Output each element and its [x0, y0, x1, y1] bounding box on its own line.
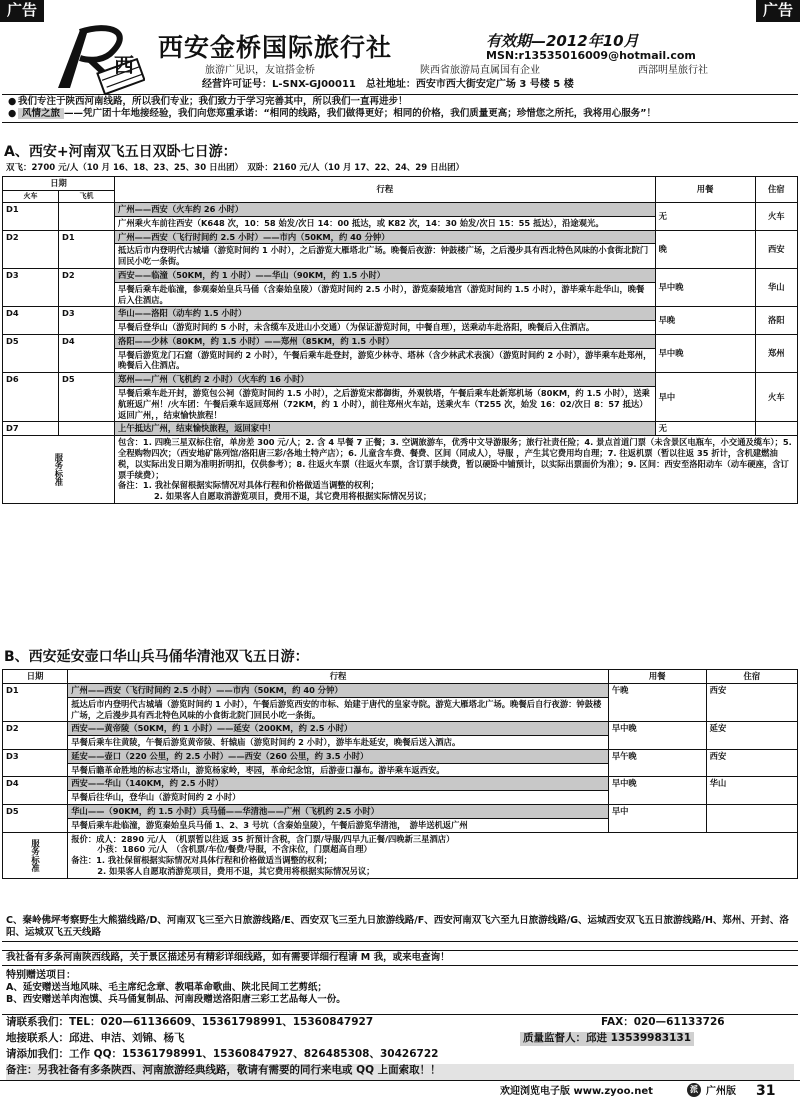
- route-title: 华山——洛阳（动车约 1.5 小时）: [115, 307, 656, 321]
- day-train: D1: [3, 203, 59, 231]
- stay: 郑州: [755, 334, 797, 372]
- day-plane: D1: [59, 230, 115, 268]
- col-date: 日期: [3, 177, 115, 191]
- section-a-title: A、西安+河南双飞五日双卧七日游：: [4, 144, 237, 160]
- route-title: 郑州——广州（飞机约 2 小时）（火车约 16 小时）: [115, 373, 656, 387]
- footer-site[interactable]: 欢迎浏览电子版 www.zyoo.net: [500, 1086, 653, 1097]
- route-desc: 早餐后乘车赴临潼，游览秦始皇兵马俑 1、2、3 号坑（含秦始皇陵），午餐后游览华清池， 游毕送机返广州: [68, 818, 609, 832]
- itinerary-row: [3, 373, 798, 387]
- col-itinerary: 行程: [115, 177, 656, 203]
- service-3: 备注：1. 我社保留根据实际情况对具体行程和价格做适当调整的权利；: [71, 855, 332, 866]
- itinerary-row: [3, 307, 798, 321]
- itinerary-table-a: [2, 176, 798, 504]
- gift-b: B、西安赠送羊肉泡馍、兵马俑复制品、河南段赠送洛阳唐三彩工艺品每人一份。: [6, 994, 346, 1006]
- special-gifts: [2, 968, 798, 1008]
- section-b-title: B、西安延安壶口华山兵马俑华清池双飞五日游：: [4, 649, 309, 665]
- meal: 午晚: [608, 683, 706, 721]
- col-meal: 用餐: [655, 177, 755, 203]
- route-desc: 抵达后市内登明代古城墙（游览时间约 1 小时），之后游览大雁塔北广场。晚餐后夜游：钟鼓楼广场，之后漫步具有西北特色风味的小食街北院门回民小吃一条街。: [115, 244, 656, 269]
- meal: 无: [655, 422, 755, 436]
- logo-glyph: 西: [114, 53, 134, 77]
- route-title: 西安——华山（140KM，约 2.5 小时）: [68, 777, 609, 791]
- contact-note: 另我社备有多条陕西、河南旅游经典线路，敬请有需要的同行来电或 QQ 上面索取！！: [37, 1064, 441, 1076]
- day-train: D2: [3, 230, 59, 268]
- route-desc: 早餐后登华山（游览时间约 5 小时，未含缆车及进山小交通）（为保证游览时间，中餐自理），送乘动车赴洛阳，晚餐后入住酒店。: [115, 321, 656, 335]
- col-train: 火车: [3, 191, 59, 203]
- ad-label-left: 广告: [0, 0, 44, 22]
- remark-2: 2. 如果客人自愿取消游览项目，费用不退，其它费用将根据实际情况另议；: [154, 491, 432, 502]
- contact-persons: 邱进、申洁、刘锦、杨飞: [69, 1032, 185, 1044]
- ad-label-right: 广告: [756, 0, 800, 22]
- intro-line2: ——凭广团十年地接经验，我们向您郑重承诺：“相同的线路，我们做得更好；相同的价格，我们质量更高；珍惜您之所托，我将用心服务”！: [64, 108, 657, 120]
- meal: 早中晚: [608, 777, 706, 805]
- brand-name: 西部明星旅行社: [638, 65, 708, 76]
- section-a: [2, 143, 798, 504]
- service-text: [115, 436, 798, 504]
- itinerary-row: [3, 805, 798, 819]
- itinerary-row: [3, 269, 798, 283]
- other-routes: C、秦岭佛坪考察野生大熊猫线路/D、河南双飞三至六日旅游线路/E、西安双飞三至九日旅游线路/F、西安河南双飞六至九日旅游线路/G、运城西安双飞五日旅游线路/H、郑州、开封、洛阳、运城双飞五天线路: [2, 914, 798, 942]
- meal: 早晚: [655, 307, 755, 335]
- meal: 早中: [608, 805, 706, 833]
- service-label: 服务标准: [3, 832, 68, 878]
- day: D5: [3, 805, 68, 833]
- day: D3: [3, 749, 68, 777]
- badge-icon: 派: [687, 1083, 701, 1097]
- day-plane: [59, 422, 115, 436]
- tel-numbers[interactable]: TEL：020—61136609、15361798991、15360847927: [69, 1016, 374, 1028]
- itinerary-row: [3, 749, 798, 763]
- day: D2: [3, 722, 68, 750]
- slogan: 旅游广见识，友谊搭金桥: [205, 65, 315, 76]
- section-a-price: 双飞：2700 元/人（10 月 16、18、23、25、30 日出团） 双卧：2160 元/人（10 月 17、22、24、29 日出团）: [6, 163, 465, 174]
- day-train: D5: [3, 334, 59, 372]
- state-enterprise: 陕西省旅游局直属国有企业: [420, 65, 540, 76]
- service-row: [3, 832, 798, 878]
- qq-numbers[interactable]: 工作 QQ：15361798991、15360847927、826485308、30426722: [69, 1048, 439, 1060]
- stay: [706, 805, 797, 833]
- route-desc: 抵达后市内登明代古城墙（游览时间约 1 小时），午餐后游览西安的市标、始建于唐代的皇家寺院。游览大雁塔北广场。晚餐后自行夜游：钟鼓楼广场，之后漫步具有西北特色风味的小食街北院门回民小吃一条街。: [68, 697, 609, 722]
- service-label: 服务标准: [3, 436, 115, 504]
- day-train: D7: [3, 422, 59, 436]
- stay: 延安: [706, 722, 797, 750]
- intro: [2, 94, 798, 123]
- header: [0, 18, 800, 96]
- itinerary-row: [3, 777, 798, 791]
- stay: 华山: [755, 269, 797, 307]
- itinerary-row: [3, 683, 798, 697]
- route-desc: 早餐后瞻革命胜地的标志宝塔山，游览杨家岭，枣园，革命纪念馆，后游壶口瀑布。游毕乘车返西安。: [68, 763, 609, 777]
- itinerary-row: [3, 422, 798, 436]
- gift-a: A、延安赠送当地风味、毛主席纪念章、教唱革命歌曲、陕北民间工艺剪纸；: [6, 982, 327, 993]
- license-address: 经营许可证号：L-SNX-GJ00011 总社地址：西安市西大街安定广场 3 号楼 5 楼: [202, 79, 574, 90]
- itinerary-row: [3, 230, 798, 244]
- itinerary-row: [3, 722, 798, 736]
- col-date: 日期: [3, 670, 68, 684]
- route-title: 洛阳——少林（80KM，约 1.5 小时）——郑州（85KM，约 1.5 小时）: [115, 334, 656, 348]
- remark-1: 备注：1. 我社保留根据实际情况对具体行程和价格做适当调整的权利；: [118, 480, 379, 491]
- meal: 早中晚: [655, 269, 755, 307]
- day-plane: [59, 203, 115, 231]
- fax-number[interactable]: FAX：020—61133726: [601, 1016, 725, 1028]
- meal: 早中: [655, 373, 755, 422]
- route-desc: 广州乘火车前往西安（K648 次，10：58 始发/次日 14：00 抵达，或 K82 次，14：30 始发/次日 15：55 抵达），沿途观光。: [115, 216, 656, 230]
- footer-edition: 广州版: [706, 1086, 736, 1097]
- day-train: D4: [3, 307, 59, 335]
- intro-line1: 我们专注于陕西河南线路，所以我们专业；我们致力于学习完善其中，所以我们一直再进步！: [18, 96, 408, 107]
- day-plane: D5: [59, 373, 115, 422]
- route-title: 广州——西安（火车约 26 小时）: [115, 203, 656, 217]
- col-stay: 住宿: [755, 177, 797, 203]
- day: D1: [3, 683, 68, 721]
- route-desc: 早餐后乘车赴开封，游览包公祠（游览时间约 1.5 小时），之后游览宋都御街，外观铁塔，午餐后乘车赴新郑机场（80KM，约 1.5 小时），送乘航班返广州！/火车团：午餐后乘车返回郑州（72KM，约 1 小时），前往郑州火车站，送乘火车（T255 次，始发 16：02/次日 8：57 抵达）返回广州，，结束愉快旅程！: [115, 387, 656, 422]
- stay: [755, 422, 797, 436]
- contact-note-label: 备注：: [6, 1064, 38, 1076]
- route-title: 华山——（90KM，约 1.5 小时）兵马俑——华清池——广州（飞机约 2.5 小时）: [68, 805, 609, 819]
- service-1: 报价：成人：2890 元/人 （机票暂以往返 35 折预计含税，含门票/导服/四早九正餐/四晚新三星酒店）: [71, 833, 455, 844]
- validity: 有效期—2012年10月: [486, 32, 639, 50]
- bullet-icon: ●: [8, 108, 17, 120]
- page-number: 31: [756, 1083, 776, 1099]
- meal: 早午晚: [608, 749, 706, 777]
- route-title: 西安——黄帝陵（50KM，约 1 小时）——延安（200KM，约 2.5 小时）: [68, 722, 609, 736]
- itinerary-table-b: [2, 669, 798, 879]
- route-title: 延安——壶口（220 公里，约 2.5 小时）——西安（260 公里，约 3.5 小时）: [68, 749, 609, 763]
- stay: 西安: [706, 749, 797, 777]
- agency-title: 西安金桥国际旅行社: [158, 33, 393, 62]
- day-plane: D3: [59, 307, 115, 335]
- service-4: 2. 如果客人自愿取消游览项目，费用不退，其它费用将根据实际情况另议；: [97, 865, 375, 876]
- intro-tag: 风情之旅: [18, 108, 64, 119]
- route-desc: 早餐后往华山，登华山（游览时间约 2 小时）: [68, 791, 609, 805]
- day-train: D6: [3, 373, 59, 422]
- day-train: D3: [3, 269, 59, 307]
- service-2: 小孩：1860 元/人 （含机票/车位/餐费/导服，不含床位，门票超高自理）: [97, 844, 372, 855]
- meal: 晚: [655, 230, 755, 268]
- route-desc: 早餐后游览龙门石窟（游览时间约 2 小时），午餐后乘车赴登封，游览少林寺、塔林（含少林武术表演）（游览时间约 2 小时），游毕乘车赴郑州，晚餐后入住酒店。: [115, 348, 656, 373]
- stay: 火车: [755, 203, 797, 231]
- service-row: [3, 436, 798, 504]
- footer: [0, 1080, 800, 1100]
- gift-title: 特别赠送项目：: [6, 970, 76, 981]
- stay: 西安: [706, 683, 797, 721]
- meal: 早中晚: [655, 334, 755, 372]
- service-body: 包含：1. 四晚三星双标住宿，单房差 300 元/人；2. 含 4 早餐 7 正餐；3. 空调旅游车，优秀中文导游服务；旅行社责任险；4. 景点首道门票（未含景区电瓶车，小交通及缆车）；5. 全程购物四次；（西安地矿陈列馆/洛阳唐三彩/各地土特产店）；6. 儿童含车费、餐费、区间（同成人），导服 ，产生其它费用均自理；7. 往返机票（暂以往返 35 折计，含机建燃油税，以实际出发日期为准明折明扣，仅供参考）；8. 往返火车票（往返火车票，含订票手续费，暂以硬卧中铺预计，以实际出票面价为准）；9. 区间：西安至洛阳动车（动车硬座，含订票手续费）；: [118, 437, 792, 480]
- route-title: 广州——西安（飞行时间约 2.5 小时）——市内（50KM，约 40 分钟）: [68, 683, 609, 697]
- stay: 华山: [706, 777, 797, 805]
- itinerary-row: [3, 334, 798, 348]
- day-plane: D4: [59, 334, 115, 372]
- route-desc: 早餐后乘车赴临潼，参观秦始皇兵马俑（含秦始皇陵）（游览时间约 2.5 小时），游览秦陵地宫（游览时间约 1.5 小时），游毕乘车赴华山，晚餐后入住酒店。: [115, 282, 656, 307]
- col-stay: 住宿: [706, 670, 797, 684]
- person-label: 地接联系人：: [6, 1032, 69, 1044]
- agency-logo-icon: [50, 22, 145, 94]
- meal: 无: [655, 203, 755, 231]
- stay: 洛阳: [755, 307, 797, 335]
- col-itinerary: 行程: [68, 670, 609, 684]
- quality-supervisor: 质量监督人：邱进 13539983131: [520, 1032, 694, 1046]
- route-title: 上午抵达广州，结束愉快旅程，返回家中！: [115, 422, 656, 436]
- qq-label: 请添加我们：: [6, 1048, 69, 1060]
- route-title: 广州——西安（飞行时间约 2.5 小时）——市内（50KM，约 40 分钟）: [115, 230, 656, 244]
- itinerary-row: [3, 203, 798, 217]
- stay: 火车: [755, 373, 797, 422]
- day-plane: D2: [59, 269, 115, 307]
- bullet-icon: ●: [8, 96, 17, 107]
- route-title: 西安——临潼（50KM，约 1 小时）——华山（90KM，约 1.5 小时）: [115, 269, 656, 283]
- col-meal: 用餐: [608, 670, 706, 684]
- service-text: [68, 832, 798, 878]
- route-desc: 早餐后乘车往黄陵，午餐后游览黄帝陵、轩辕庙（游览时间约 2 小时），游毕车赴延安，晚餐后送入酒店。: [68, 736, 609, 750]
- tel-label: 请联系我们：: [6, 1016, 69, 1028]
- more-routes-note: 我社备有多条河南陕西线路，关于景区描述另有精彩详细线路，如有需要详细行程请 M 我，或来电查询！: [2, 950, 798, 966]
- section-b: [2, 648, 798, 879]
- stay: 西安: [755, 230, 797, 268]
- meal: 早中晚: [608, 722, 706, 750]
- day: D4: [3, 777, 68, 805]
- contact-block: [2, 1014, 798, 1081]
- msn-contact[interactable]: MSN:r13535016009@hotmail.com: [486, 49, 696, 62]
- col-plane: 飞机: [59, 191, 115, 203]
